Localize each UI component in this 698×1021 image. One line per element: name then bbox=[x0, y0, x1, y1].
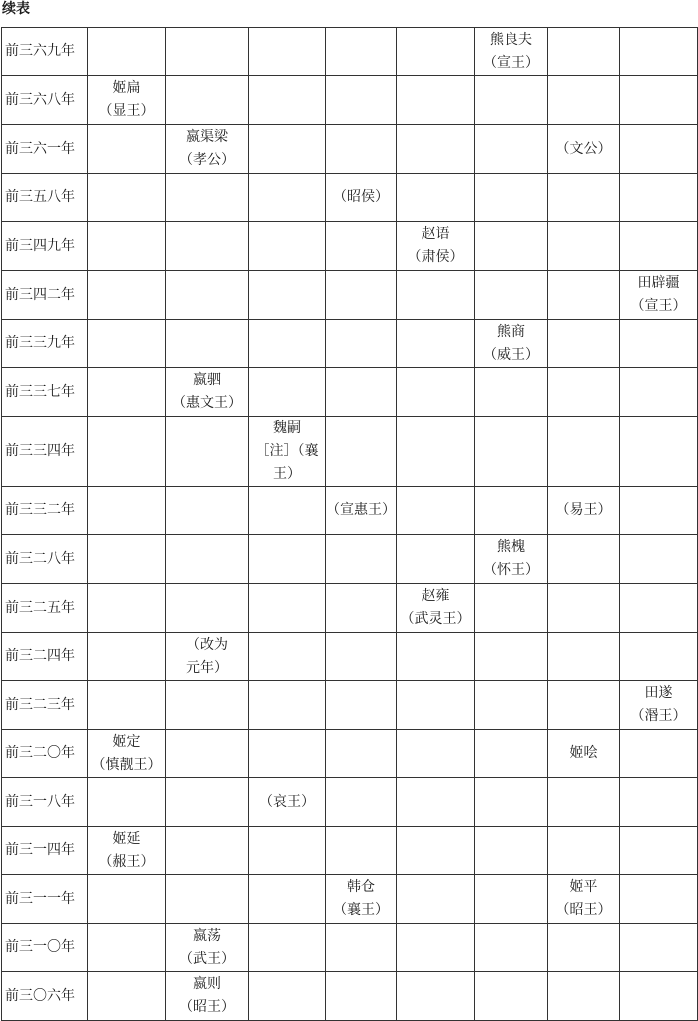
ruler-cell bbox=[249, 320, 326, 368]
table-row bbox=[2, 584, 698, 633]
year-cell: 前三二〇年 bbox=[2, 730, 88, 778]
ruler-cell bbox=[326, 487, 397, 535]
year-cell: 前三五八年 bbox=[2, 174, 88, 222]
ruler-cell bbox=[620, 76, 698, 125]
year-cell: 前三三二年 bbox=[2, 487, 88, 535]
ruler-cell bbox=[249, 222, 326, 271]
ruler-cell bbox=[88, 368, 166, 417]
ruler-name: 嬴渠梁 （孝公） bbox=[179, 129, 235, 168]
ruler-cell bbox=[620, 584, 698, 633]
ruler-cell bbox=[620, 417, 698, 487]
table-row bbox=[2, 271, 698, 320]
ruler-cell bbox=[249, 972, 326, 1021]
ruler-cell bbox=[475, 174, 548, 222]
table-row bbox=[2, 924, 698, 972]
ruler-name: 熊商 （威王） bbox=[483, 323, 539, 363]
ruler-cell bbox=[620, 320, 698, 368]
ruler-cell bbox=[397, 368, 475, 417]
ruler-cell bbox=[397, 535, 475, 584]
ruler-cell bbox=[397, 28, 475, 76]
ruler-name: 姬扁 （显王） bbox=[98, 80, 155, 119]
ruler-cell bbox=[88, 924, 166, 972]
ruler-cell bbox=[166, 730, 249, 778]
ruler-name: 姬哙 bbox=[569, 745, 598, 761]
ruler-cell bbox=[249, 584, 326, 633]
table-row bbox=[2, 681, 698, 730]
ruler-cell bbox=[88, 972, 166, 1021]
ruler-cell bbox=[620, 875, 698, 924]
ruler-cell bbox=[397, 76, 475, 125]
table-row bbox=[2, 487, 698, 535]
ruler-cell bbox=[249, 174, 326, 222]
ruler-cell bbox=[548, 924, 620, 972]
ruler-cell bbox=[326, 174, 397, 222]
ruler-cell bbox=[88, 174, 166, 222]
ruler-cell bbox=[249, 778, 326, 827]
ruler-cell bbox=[166, 28, 249, 76]
ruler-cell bbox=[249, 633, 326, 681]
ruler-cell bbox=[620, 730, 698, 778]
ruler-cell bbox=[166, 222, 249, 271]
ruler-name: 姬平 （昭王） bbox=[555, 879, 612, 918]
ruler-cell bbox=[326, 730, 397, 778]
ruler-cell bbox=[548, 76, 620, 125]
ruler-cell bbox=[475, 271, 548, 320]
ruler-cell bbox=[620, 827, 698, 875]
ruler-cell bbox=[548, 320, 620, 368]
year-cell: 前三〇六年 bbox=[2, 972, 88, 1021]
year-cell: 前三三九年 bbox=[2, 320, 88, 368]
ruler-cell bbox=[249, 681, 326, 730]
ruler-cell bbox=[548, 174, 620, 222]
year-cell: 前三四九年 bbox=[2, 222, 88, 271]
ruler-cell bbox=[326, 320, 397, 368]
ruler-cell bbox=[249, 76, 326, 125]
ruler-cell bbox=[475, 778, 548, 827]
year-cell: 前三六八年 bbox=[2, 76, 88, 125]
ruler-cell bbox=[326, 972, 397, 1021]
ruler-cell bbox=[397, 924, 475, 972]
year-cell: 前三一八年 bbox=[2, 778, 88, 827]
ruler-cell bbox=[326, 827, 397, 875]
ruler-cell bbox=[620, 487, 698, 535]
ruler-cell bbox=[620, 222, 698, 271]
ruler-name: 姬延 （赧王） bbox=[98, 830, 155, 870]
year-cell: 前三一四年 bbox=[2, 827, 88, 875]
ruler-cell bbox=[475, 972, 548, 1021]
ruler-cell bbox=[475, 535, 548, 584]
year-cell: 前三三四年 bbox=[2, 417, 88, 487]
ruler-cell bbox=[620, 681, 698, 730]
ruler-cell bbox=[397, 320, 475, 368]
ruler-cell bbox=[88, 320, 166, 368]
ruler-cell bbox=[548, 368, 620, 417]
ruler-name: 田辟疆 （宣王） bbox=[630, 275, 687, 314]
ruler-cell bbox=[475, 584, 548, 633]
ruler-cell bbox=[88, 681, 166, 730]
ruler-cell bbox=[397, 633, 475, 681]
ruler-name: 嬴则 （昭王） bbox=[179, 976, 235, 1015]
ruler-cell bbox=[326, 875, 397, 924]
table-row bbox=[2, 417, 698, 487]
ruler-cell bbox=[249, 875, 326, 924]
ruler-cell bbox=[475, 28, 548, 76]
ruler-cell bbox=[620, 924, 698, 972]
ruler-cell bbox=[88, 584, 166, 633]
ruler-cell bbox=[620, 368, 698, 417]
ruler-cell bbox=[326, 681, 397, 730]
table-row bbox=[2, 875, 698, 924]
ruler-cell bbox=[475, 875, 548, 924]
ruler-cell bbox=[475, 827, 548, 875]
ruler-cell bbox=[548, 535, 620, 584]
ruler-cell bbox=[397, 827, 475, 875]
ruler-cell bbox=[548, 827, 620, 875]
ruler-cell bbox=[166, 76, 249, 125]
ruler-cell bbox=[166, 487, 249, 535]
ruler-cell bbox=[620, 972, 698, 1021]
ruler-cell bbox=[397, 125, 475, 174]
ruler-cell bbox=[166, 368, 249, 417]
ruler-cell bbox=[88, 271, 166, 320]
year-cell: 前三二四年 bbox=[2, 633, 88, 681]
ruler-cell bbox=[249, 487, 326, 535]
ruler-name: 赵语 （肃侯） bbox=[407, 226, 464, 265]
ruler-cell bbox=[548, 584, 620, 633]
ruler-cell bbox=[249, 827, 326, 875]
ruler-cell bbox=[397, 271, 475, 320]
ruler-cell bbox=[166, 417, 249, 487]
ruler-cell bbox=[397, 972, 475, 1021]
ruler-cell bbox=[249, 271, 326, 320]
ruler-cell bbox=[326, 125, 397, 174]
ruler-cell bbox=[475, 417, 548, 487]
ruler-cell bbox=[475, 320, 548, 368]
ruler-cell bbox=[249, 924, 326, 972]
ruler-cell bbox=[326, 28, 397, 76]
ruler-cell bbox=[166, 827, 249, 875]
ruler-cell bbox=[620, 174, 698, 222]
ruler-cell bbox=[397, 730, 475, 778]
ruler-cell bbox=[548, 28, 620, 76]
ruler-name: （改为 元年） bbox=[186, 636, 228, 676]
year-cell: 前三二三年 bbox=[2, 681, 88, 730]
ruler-cell bbox=[548, 778, 620, 827]
ruler-cell bbox=[166, 535, 249, 584]
table-row bbox=[2, 535, 698, 584]
ruler-cell bbox=[166, 633, 249, 681]
ruler-cell bbox=[620, 271, 698, 320]
ruler-cell bbox=[397, 222, 475, 271]
ruler-cell bbox=[620, 535, 698, 584]
ruler-cell bbox=[88, 535, 166, 584]
ruler-name: （易王） bbox=[555, 502, 612, 518]
ruler-cell bbox=[475, 681, 548, 730]
ruler-cell bbox=[249, 535, 326, 584]
ruler-cell bbox=[548, 972, 620, 1021]
chronology-table bbox=[1, 27, 698, 1021]
ruler-cell bbox=[475, 924, 548, 972]
ruler-cell bbox=[620, 28, 698, 76]
ruler-cell bbox=[548, 875, 620, 924]
ruler-cell bbox=[326, 76, 397, 125]
ruler-cell bbox=[475, 487, 548, 535]
ruler-cell bbox=[88, 76, 166, 125]
ruler-cell bbox=[326, 584, 397, 633]
ruler-cell bbox=[166, 320, 249, 368]
ruler-name: 嬴驷 （惠文王） bbox=[172, 372, 242, 411]
table-row bbox=[2, 730, 698, 778]
ruler-name: 熊槐 （怀王） bbox=[483, 539, 539, 578]
year-cell: 前三二八年 bbox=[2, 535, 88, 584]
ruler-cell bbox=[249, 125, 326, 174]
table-row bbox=[2, 222, 698, 271]
table-row bbox=[2, 76, 698, 125]
ruler-cell bbox=[548, 417, 620, 487]
ruler-cell bbox=[475, 222, 548, 271]
ruler-name: 熊良夫 （宣王） bbox=[483, 31, 539, 71]
table-row bbox=[2, 125, 698, 174]
ruler-cell bbox=[88, 778, 166, 827]
ruler-cell bbox=[548, 633, 620, 681]
year-cell: 前三一一年 bbox=[2, 875, 88, 924]
ruler-cell bbox=[548, 681, 620, 730]
ruler-cell bbox=[326, 271, 397, 320]
table-row bbox=[2, 633, 698, 681]
table-row bbox=[2, 827, 698, 875]
ruler-name: （文公） bbox=[555, 140, 612, 157]
year-cell: 前三一〇年 bbox=[2, 924, 88, 972]
ruler-cell bbox=[249, 28, 326, 76]
ruler-cell bbox=[620, 778, 698, 827]
ruler-cell bbox=[548, 730, 620, 778]
year-cell: 前三三七年 bbox=[2, 368, 88, 417]
ruler-cell bbox=[88, 28, 166, 76]
ruler-cell bbox=[88, 875, 166, 924]
ruler-cell bbox=[166, 972, 249, 1021]
ruler-name: （哀王） bbox=[259, 793, 315, 810]
ruler-cell bbox=[475, 633, 548, 681]
ruler-cell bbox=[249, 417, 326, 487]
ruler-cell bbox=[326, 222, 397, 271]
ruler-cell bbox=[548, 271, 620, 320]
ruler-cell bbox=[397, 417, 475, 487]
ruler-cell bbox=[166, 584, 249, 633]
ruler-cell bbox=[166, 875, 249, 924]
ruler-cell bbox=[397, 681, 475, 730]
ruler-cell bbox=[397, 487, 475, 535]
ruler-cell bbox=[88, 417, 166, 487]
ruler-cell bbox=[166, 681, 249, 730]
table-title: 续表 bbox=[2, 1, 30, 17]
ruler-cell bbox=[166, 174, 249, 222]
ruler-cell bbox=[326, 778, 397, 827]
year-cell: 前三四二年 bbox=[2, 271, 88, 320]
ruler-name: （宣惠王） bbox=[326, 502, 396, 518]
ruler-cell bbox=[166, 125, 249, 174]
ruler-name: 姬定 （慎靓王） bbox=[91, 733, 162, 773]
ruler-cell bbox=[475, 125, 548, 174]
ruler-cell bbox=[326, 535, 397, 584]
ruler-cell bbox=[326, 633, 397, 681]
table-row bbox=[2, 28, 698, 76]
ruler-cell bbox=[166, 271, 249, 320]
ruler-cell bbox=[475, 730, 548, 778]
ruler-name: 魏嗣 ［注］（襄 王） bbox=[255, 420, 319, 482]
ruler-name: 嬴荡 （武王） bbox=[179, 927, 235, 967]
ruler-cell bbox=[166, 778, 249, 827]
table-row bbox=[2, 320, 698, 368]
ruler-cell bbox=[326, 924, 397, 972]
ruler-cell bbox=[475, 76, 548, 125]
ruler-cell bbox=[88, 222, 166, 271]
ruler-cell bbox=[397, 778, 475, 827]
ruler-cell bbox=[397, 584, 475, 633]
ruler-name: 赵雍 （武灵王） bbox=[400, 588, 471, 627]
ruler-name: 田遂 （湣王） bbox=[630, 685, 687, 724]
ruler-cell bbox=[88, 125, 166, 174]
table-row bbox=[2, 972, 698, 1021]
ruler-cell bbox=[166, 924, 249, 972]
ruler-cell bbox=[548, 222, 620, 271]
ruler-cell bbox=[397, 174, 475, 222]
ruler-cell bbox=[548, 487, 620, 535]
ruler-cell bbox=[249, 368, 326, 417]
ruler-cell bbox=[548, 125, 620, 174]
year-cell: 前三六九年 bbox=[2, 28, 88, 76]
table-row bbox=[2, 368, 698, 417]
ruler-cell bbox=[397, 875, 475, 924]
ruler-cell bbox=[475, 368, 548, 417]
ruler-cell bbox=[620, 125, 698, 174]
ruler-cell bbox=[88, 827, 166, 875]
ruler-cell bbox=[88, 487, 166, 535]
ruler-name: 韩仓 （襄王） bbox=[333, 879, 389, 918]
ruler-cell bbox=[249, 730, 326, 778]
table-row bbox=[2, 778, 698, 827]
table-row bbox=[2, 174, 698, 222]
ruler-cell bbox=[88, 730, 166, 778]
ruler-cell bbox=[326, 368, 397, 417]
ruler-cell bbox=[88, 633, 166, 681]
ruler-cell bbox=[620, 633, 698, 681]
year-cell: 前三二五年 bbox=[2, 584, 88, 633]
ruler-cell bbox=[326, 417, 397, 487]
ruler-name: （昭侯） bbox=[333, 189, 389, 205]
year-cell: 前三六一年 bbox=[2, 125, 88, 174]
